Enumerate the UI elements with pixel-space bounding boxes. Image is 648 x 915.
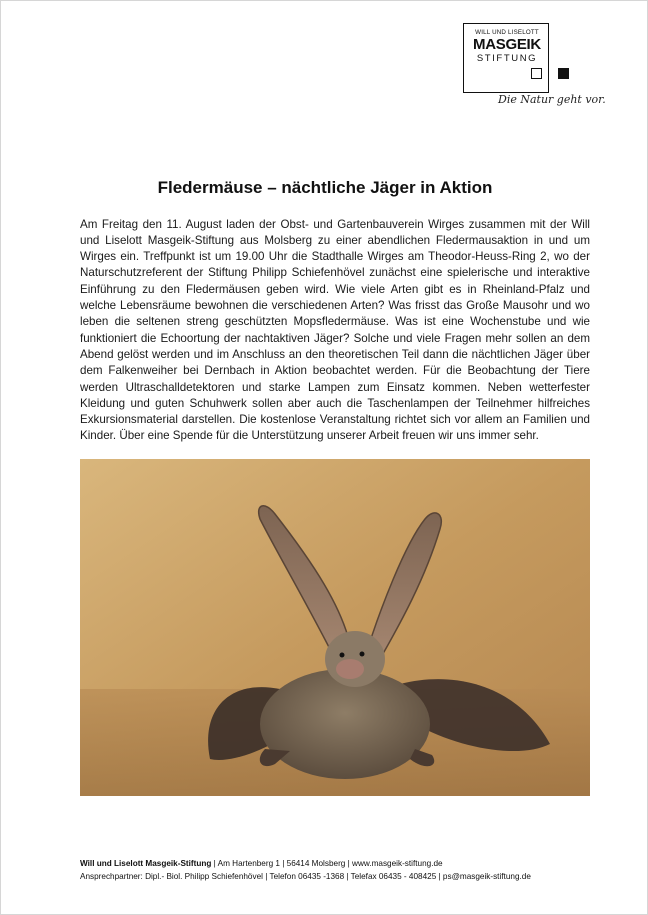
footer-address: | Am Hartenberg 1 | 56414 Molsberg | www.masgeik-stiftung.de xyxy=(211,859,443,868)
body-paragraph: Am Freitag den 11. August laden der Obst- und Gartenbauverein Wirges zusammen mit der Will und Liselott Masgeik-Stiftung aus Molsberg zu einer abendlichen Fledermausaktion in und um Wirges ein. Treffpunkt ist um 19.00 Uhr die Stadthalle Wirges am Theodor-Heuss-Ring 2, wo der Naturschutzreferent der Stiftung Philipp Schiefenhövel zunächst eine spielerische und interaktive Einführung zu den Fledermäusen geben wird. Wie viele Arten gibt es in Rheinland-Pfalz und welche Lebensräume bewohnen die verschiedenen Arten? Was frisst das Große Mausohr und wo leben die seltenen streng geschützten Mopsfledermäuse. Was ist eine Wochenstube und wie funktioniert die Echoortung der nachtaktiven Jäger? Solche und viele Fragen mehr sollen an dem Abend gelöst werden und im Anschluss an den theoretischen Teil dann die nächtlichen Jäger über dem Falkenweiher bei Dernbach in Aktion beobachtet werden. Für die Beobachtung der Tiere werden Ultraschalldetektoren und starke Lampen zum Einsatz kommen. Neben wetterfester Kleidung und guten Schuhwerk sollen aber auch die Taschenlampen der Teilnehmer hilfreiches Exkursionsmaterial darstellen. Die kostenlose Veranstaltung richtet sich vor allem an Familien und Kinder. Über eine Spende für die Unterstützung unserer Arbeit freuen wir uns immer sehr. xyxy=(80,217,590,443)
footer-organization: Will und Liselott Masgeik-Stiftung xyxy=(80,859,212,868)
logo-filled-square xyxy=(558,68,569,79)
logo-outline-square xyxy=(531,68,542,79)
logo-line-1: WILL UND LISELOTT xyxy=(475,29,539,36)
footer-line-2: Ansprechpartner: Dipl.- Biol. Philipp Schiefenhövel | Telefon 06435 -1368 | Telefax 06435 - 408425 | ps@masgeik-stiftung.de xyxy=(80,871,531,881)
page-title: Fledermäuse – nächtliche Jäger in Aktion xyxy=(157,178,493,198)
bat-photo xyxy=(80,459,590,796)
footer-contact xyxy=(80,858,620,883)
logo-line-3: STIFTUNG xyxy=(476,53,538,64)
footer-line-1 xyxy=(80,858,620,871)
logo-tagline: Die Natur geht vor. xyxy=(498,93,606,106)
logo-line-2: MASGEIK xyxy=(473,36,541,53)
foundation-logo xyxy=(463,23,551,95)
bat-illustration xyxy=(80,459,590,796)
